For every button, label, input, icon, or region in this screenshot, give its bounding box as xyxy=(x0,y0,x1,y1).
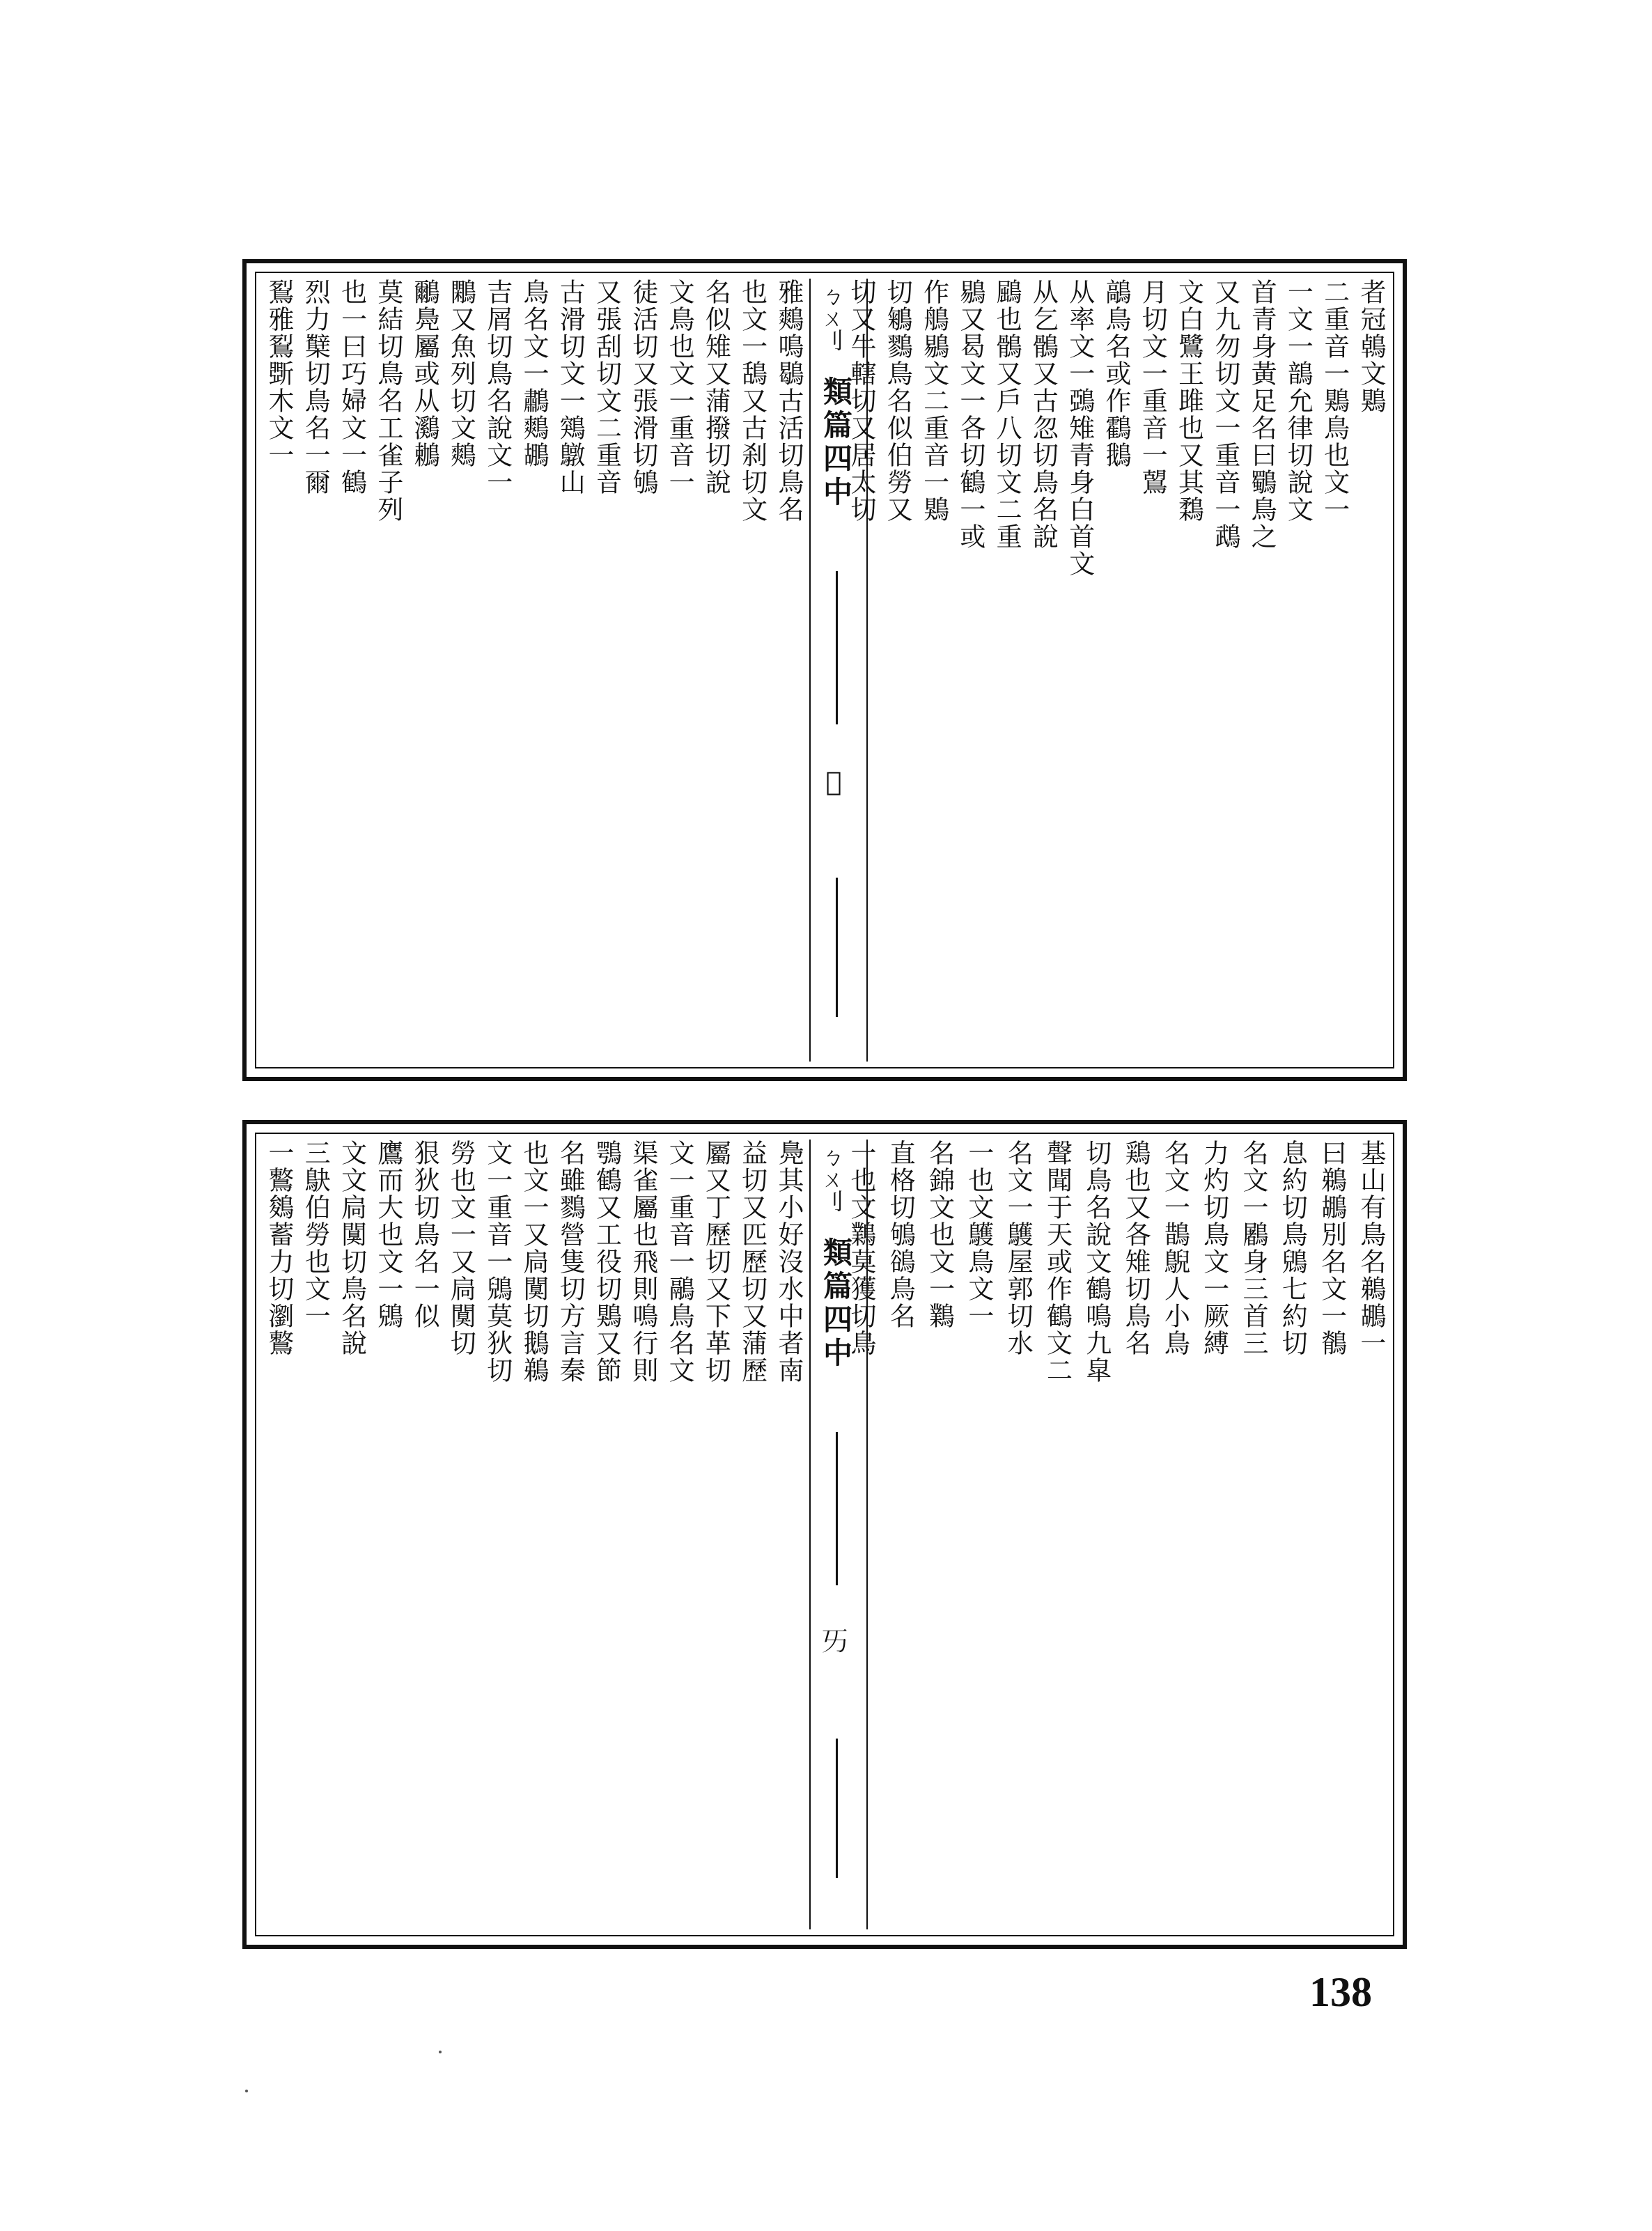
paper-speck xyxy=(245,2090,248,2092)
text-column: 曰鵜鶘別名文一鶺 xyxy=(1316,1140,1347,1357)
lower-left-half xyxy=(262,1140,805,1929)
text-column: 从率文一鵶雉青身白首文 xyxy=(1064,279,1095,577)
fold-mark: ㄅㄨ刂 xyxy=(818,284,845,351)
folio-number: 𠀅 xyxy=(818,1627,849,1654)
text-column: 基山有鳥名鵜鶘一 xyxy=(1355,1140,1386,1357)
text-column: 名似雉又蒲撥切說 xyxy=(701,279,731,496)
text-column: 鴷雅鴷斲木文一 xyxy=(264,279,294,469)
text-column: 鶮鳥名或作鸖鵝 xyxy=(1100,279,1131,469)
text-column: 文白鷺王雎也又其鶔 xyxy=(1174,279,1204,523)
text-column: 名錦文也文一鸈 xyxy=(924,1140,955,1330)
center-gutter xyxy=(809,1140,868,1929)
text-column: 一鷘鵕蓄力切瀏鷘 xyxy=(264,1140,294,1357)
lower-right-half xyxy=(844,1140,1387,1929)
text-column: 鶍又曷文一各切鶴一或 xyxy=(955,279,985,550)
text-column: 文一重音一鶂莫狄切 xyxy=(482,1140,513,1384)
text-column: 文一重音一鷊鳥名文 xyxy=(664,1140,695,1384)
text-column: 聲聞于天或作鶴文二 xyxy=(1042,1140,1073,1384)
text-column: 勞也文一又扃闃切 xyxy=(446,1140,476,1357)
text-column: 雅鷞鳴鶡古活切鳥名 xyxy=(773,279,804,523)
text-column: 也一曰巧婦文一鶴 xyxy=(336,279,367,496)
page-number: 138 xyxy=(1309,1969,1372,2015)
text-column: 鷴又魚列切文鷞 xyxy=(446,279,476,469)
gutter-title: 類篇四中 xyxy=(819,1237,853,1371)
text-column: 作鵃鶍文二重音一鶪 xyxy=(919,279,949,523)
paper-speck xyxy=(439,2051,442,2053)
text-column: 直格切鴝鵒鳥名 xyxy=(885,1140,916,1330)
text-column: 名雖鷚營隻切方言秦 xyxy=(555,1140,586,1384)
text-column: 者冠鵫文鶪 xyxy=(1355,279,1386,414)
text-column: 月切文一重音一鶦 xyxy=(1137,279,1168,496)
text-column: 三鴃伯勞也文一 xyxy=(300,1140,331,1330)
text-column: 鸍鳧屬或从鸂鶒 xyxy=(410,279,440,469)
text-column: 也文一又扃闃切鵝鵜 xyxy=(518,1140,549,1384)
text-column: 一也文鸌鳥文一 xyxy=(963,1140,994,1330)
text-column: 狠狄切鳥名一似 xyxy=(410,1140,440,1330)
text-column: 息約切鳥鶂七約切 xyxy=(1277,1140,1308,1357)
text-column: 又九勿切文一重音一鵡 xyxy=(1210,279,1240,550)
text-column: 莫結切鳥名工雀子列 xyxy=(373,279,403,523)
upper-right-half xyxy=(844,279,1387,1062)
folio-number: 𠀄 xyxy=(818,766,849,797)
text-column: 屬又丁歷切又下革切 xyxy=(701,1140,731,1384)
fish-tail-mark xyxy=(836,571,838,724)
text-column: 一也文鸈莫獲切鳥 xyxy=(846,1140,876,1357)
text-column: 鶚鶴又工役切鶪又節 xyxy=(591,1140,622,1384)
fish-tail-mark xyxy=(836,1739,838,1878)
gutter-title: 類篇四中 xyxy=(819,376,853,510)
text-column: 从乞鶻又古忽切鳥名說 xyxy=(1028,279,1059,550)
text-column: 吉屑切鳥名說文一 xyxy=(482,279,513,496)
text-column: 名文一鷵身三首三 xyxy=(1238,1140,1268,1357)
text-column: 切鵴鷚鳥名似伯勞又 xyxy=(882,279,913,523)
upper-left-half xyxy=(262,279,805,1062)
text-column: 鳧其小好沒水中者南 xyxy=(773,1140,804,1384)
text-column: 首青身黃足名曰鸀鳥之 xyxy=(1247,279,1277,550)
text-column: 文文扃闃切鳥名說 xyxy=(336,1140,367,1357)
lower-text-panel xyxy=(242,1120,1407,1949)
text-column: 名文一鸌屋郭切水 xyxy=(1003,1140,1034,1357)
text-column: 二重音一鶪鳥也文一 xyxy=(1319,279,1350,523)
text-column: 鶏也又各雉切鳥名 xyxy=(1121,1140,1151,1357)
text-column: 力灼切鳥文一厥縛 xyxy=(1199,1140,1229,1357)
text-column: 古滑切文一鶟鷻山 xyxy=(555,279,586,496)
text-column: 一文一鶕允律切說文 xyxy=(1283,279,1314,523)
text-column: 益切又匹歷切又蒲歷 xyxy=(737,1140,767,1384)
fold-mark: ㄅㄨ刂 xyxy=(818,1145,845,1212)
text-column: 名文一鵲鶃人小鳥 xyxy=(1160,1140,1190,1357)
text-column: 鳥名文一鷫鷞鶘 xyxy=(518,279,549,469)
fish-tail-mark xyxy=(836,1432,838,1585)
text-column: 烈力櫱切鳥名一爾 xyxy=(300,279,331,496)
text-column: 切鳥名說文鶴鳴九皐 xyxy=(1081,1140,1112,1384)
text-column: 文鳥也文一重音一 xyxy=(664,279,695,496)
text-column: 又張刮切文二重音 xyxy=(591,279,622,496)
text-column: 切又牛轄切又居太切 xyxy=(846,279,876,523)
text-column: 鷹而大也文一鶂 xyxy=(373,1140,403,1330)
text-column: 徒活切又張滑切鴝 xyxy=(628,279,658,496)
fish-tail-mark xyxy=(836,878,838,1017)
center-gutter xyxy=(809,279,868,1062)
text-column: 也文一鴰又古刹切文 xyxy=(737,279,767,523)
upper-text-panel xyxy=(242,259,1407,1081)
text-column: 鶌也鶻又戶八切文二重 xyxy=(992,279,1022,550)
text-column: 渠雀屬也飛則鳴行則 xyxy=(628,1140,658,1384)
